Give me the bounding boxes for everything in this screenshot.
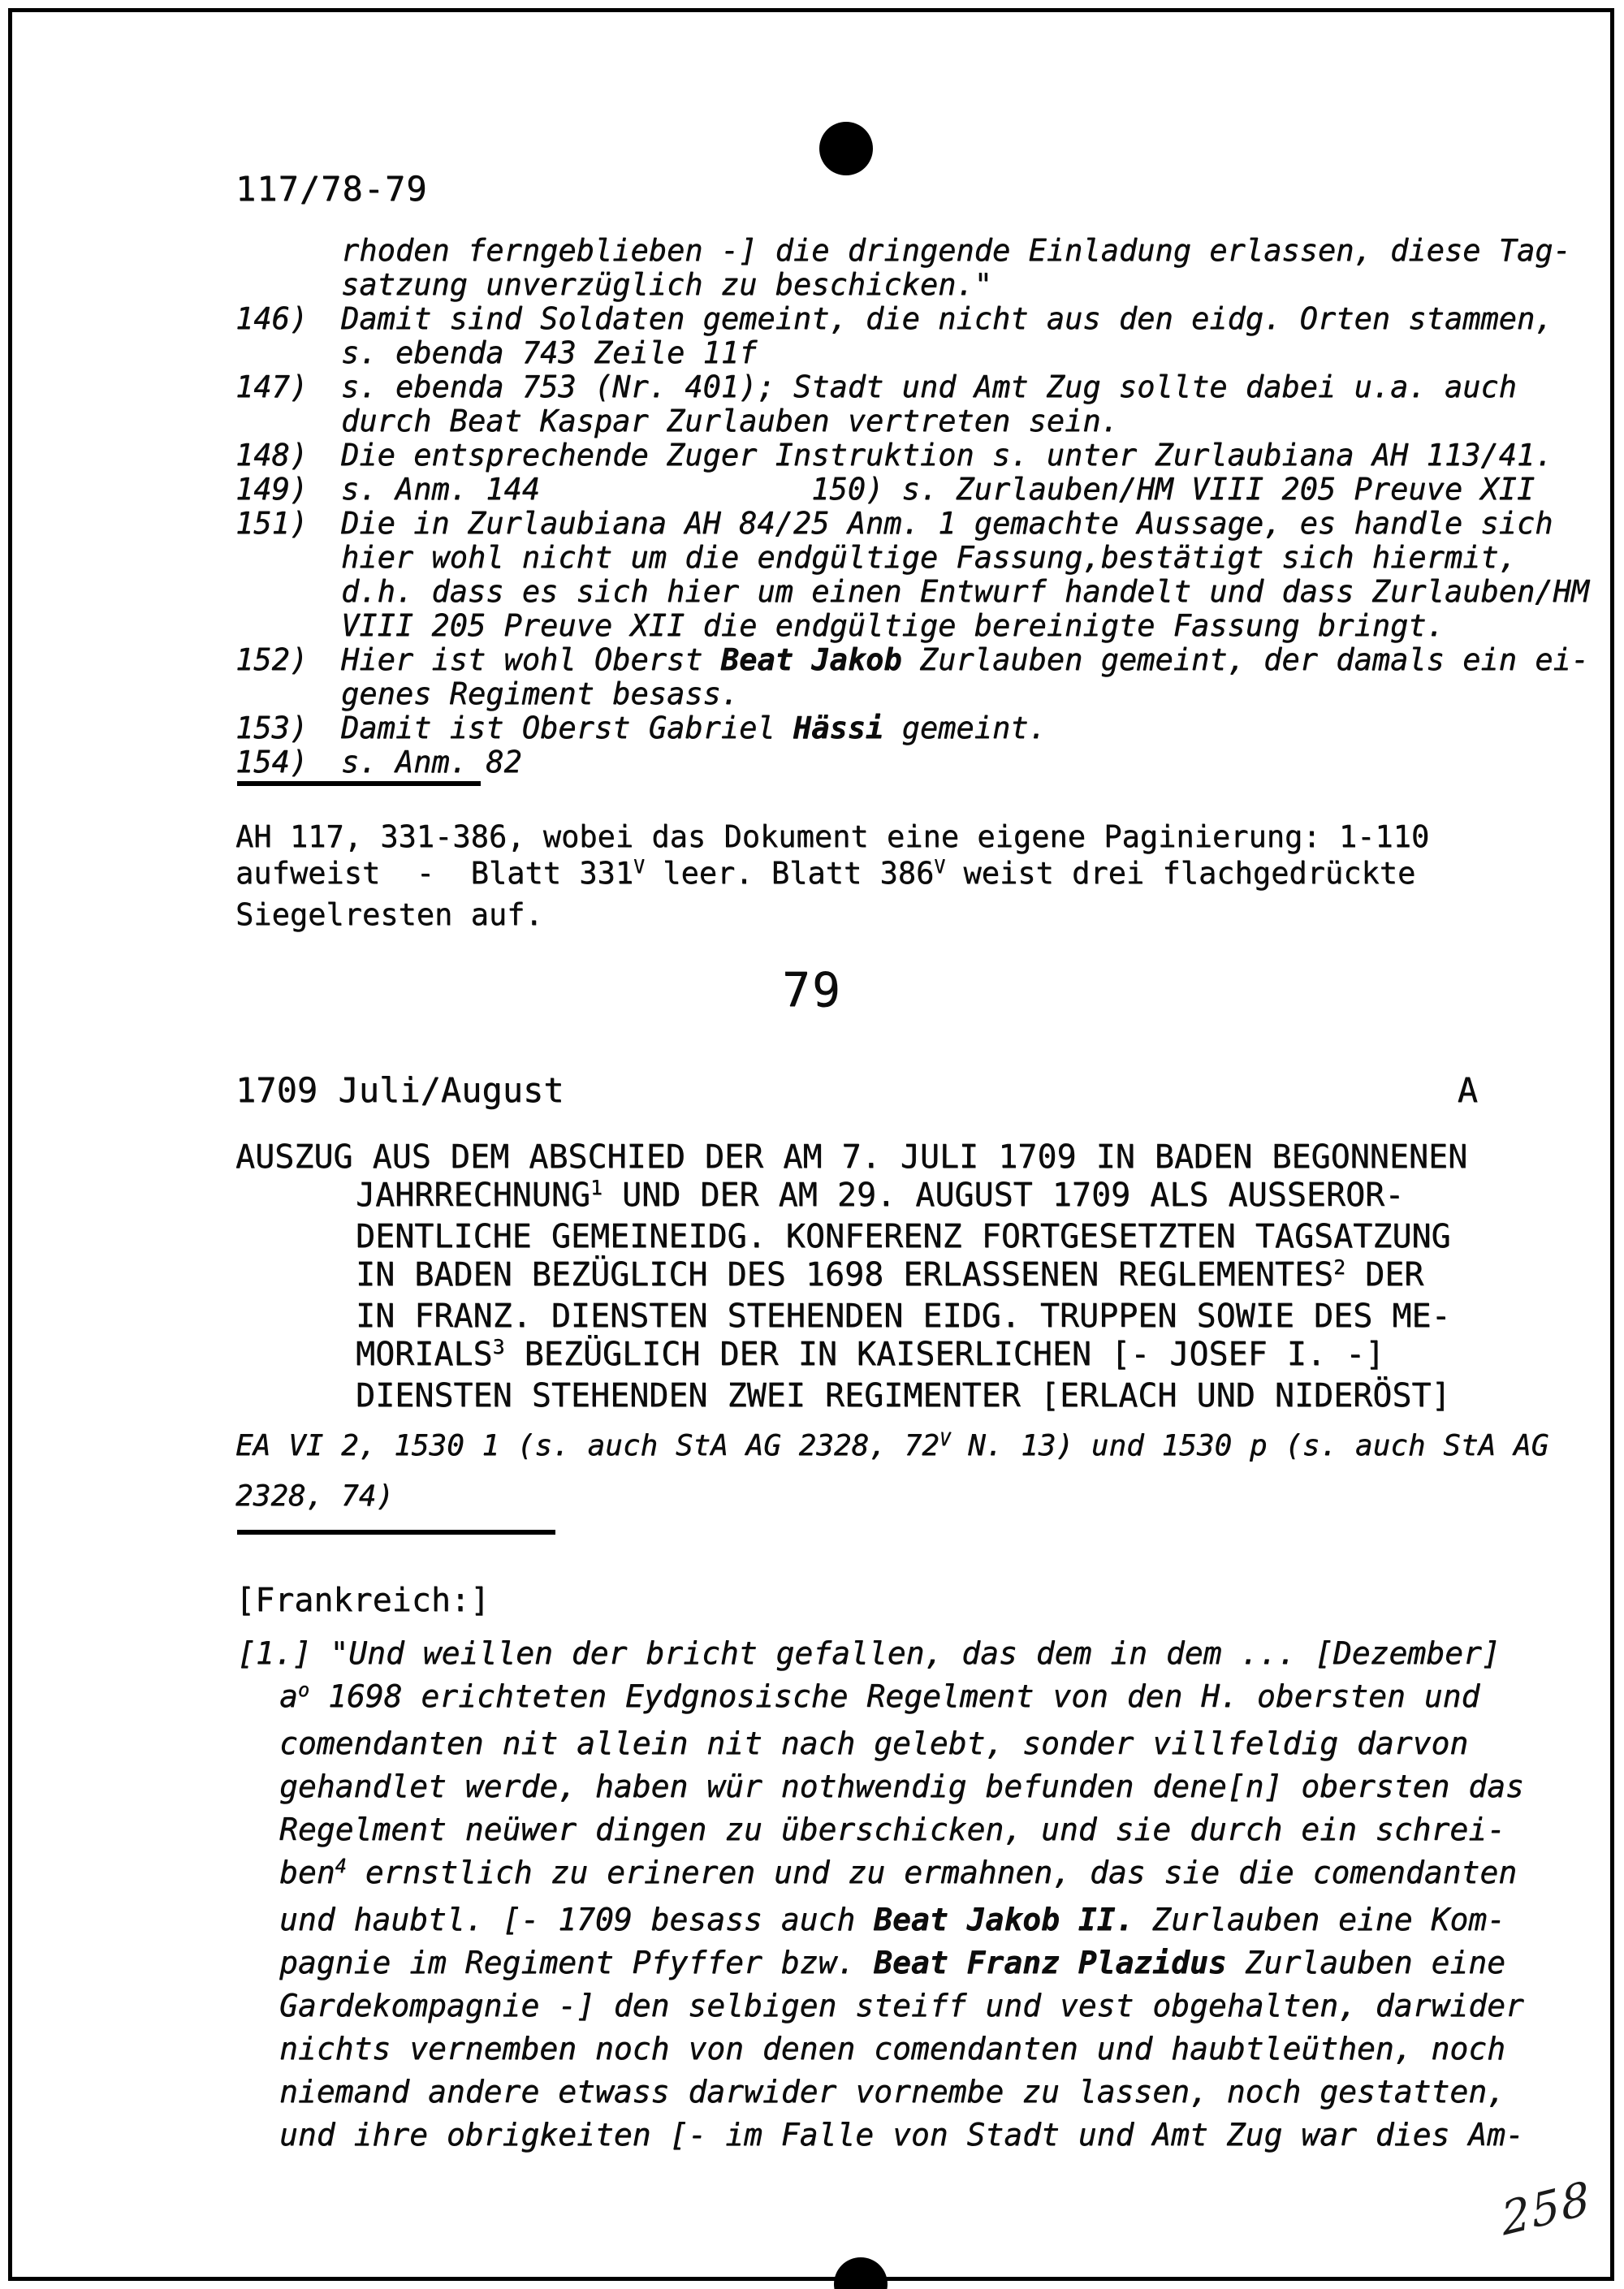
text-line: und haubtl. [- 1709 besass auch Beat Jakob II. Zurlauben eine Kom- (279, 1902, 1505, 1937)
text-line: niemand andere etwass darwider vornembe zu lassen, noch gestatten, (279, 2074, 1505, 2110)
text-line: gehandlet werde, haben wür nothwendig befunden dene[n] obersten das (279, 1769, 1524, 1804)
text-line: durch Beat Kaspar Zurlauben vertreten sein. (341, 404, 1119, 438)
text-line: pagnie im Regiment Pfyffer bzw. Beat Franz Plazidus Zurlauben eine (279, 1945, 1505, 1980)
footnote-row (235, 507, 1589, 643)
text-line: 2328, 74) (235, 1479, 395, 1513)
text-line: Damit ist Oberst Gabriel Hässi gemeint. (341, 710, 1047, 745)
transcription-paragraph (237, 1632, 1524, 2157)
text-line: satzung unverzüglich zu beschicken." (341, 267, 992, 302)
footnote-text (341, 507, 1589, 643)
text-line: $a^o$ 1698 erichteten Eydgnosische Regelment von den H. obersten und (279, 1678, 1480, 1714)
footnote-row (235, 745, 1589, 780)
page-header-number: 117/78-79 (235, 169, 428, 209)
footnote-text (341, 473, 1589, 507)
text-line: Siegelresten auf. (235, 897, 543, 932)
text-line: VIII 205 Preuve XII die endgültige bereinigte Fassung bringt. (341, 608, 1445, 643)
text-line: JAHRRECHNUNG$^1$ UND DER AM 29. AUGUST 1709 ALS AUSSEROR- (356, 1176, 1405, 1214)
footnote-number: 151) (235, 506, 309, 541)
text-line: IN BADEN BEZÜGLICH DES 1698 ERLASSENEN REGLEMENTES$^2$ DER (356, 1255, 1424, 1294)
footnote-row (235, 234, 1589, 302)
text-line: und ihre obrigkeiten [- im Falle von Stadt und Amt Zug war dies Am- (279, 2117, 1524, 2153)
punch-hole-mark-bottom-icon (834, 2257, 888, 2289)
punch-hole-mark-top-icon (819, 122, 873, 175)
text-line: AUSZUG AUS DEM ABSCHIED DER AM 7. JULI 1709 IN BADEN BEGONNENEN (235, 1138, 1468, 1176)
text-line: nichts vernemben noch von denen comendanten und haubtleüthen, noch (279, 2031, 1505, 2067)
text-line: s. Anm. 82 (341, 745, 522, 780)
text-line: d.h. dass es sich hier um einen Entwurf handelt und dass Zurlauben/HM (341, 574, 1590, 609)
footnote-number: 153) (235, 710, 309, 745)
text-line: s. ebenda 743 Zeile 11f (341, 335, 758, 370)
text-line: aufweist - Blatt $331^V$ leer. Blatt $386^V$ weist drei flachgedrückte (235, 856, 1416, 891)
text-line: s. Anm. 144 150) s. Zurlauben/HM VIII 205 Preuve XII (341, 472, 1535, 507)
handwritten-page-number: 258 (1499, 2171, 1594, 2247)
text-line: Die entsprechende Zuger Instruktion s. unter Zurlaubiana AH 113/41. (341, 438, 1553, 473)
footnote-row (235, 473, 1589, 507)
archive-note (235, 818, 1429, 933)
footnote-number: 154) (235, 745, 309, 780)
corner-letter: A (1457, 1070, 1478, 1110)
text-line: Regelment neüwer dingen zu überschicken, und sie durch ein schrei- (279, 1812, 1505, 1847)
source-reference (235, 1423, 1548, 1520)
document-title (235, 1138, 1467, 1415)
text-line: ben$^4$ ernstlich zu erineren und zu ermahnen, das sie die comendanten (279, 1855, 1518, 1890)
footnote-row (235, 643, 1589, 711)
text-line: comendanten nit allein nit nach gelebt, sonder villfeldig darvon (279, 1725, 1469, 1761)
footnote-text (341, 234, 1589, 302)
footnote-row (235, 438, 1589, 473)
footnote-text (341, 370, 1589, 438)
footnote-number (235, 234, 341, 302)
footnote-text (341, 302, 1589, 370)
footnote-row (235, 302, 1589, 370)
section-separator-rule (237, 1530, 555, 1535)
text-line: DIENSTEN STEHENDEN ZWEI REGIMENTER [ERLACH UND NIDERÖST] (356, 1377, 1451, 1414)
text-line: DENTLICHE GEMEINEIDG. KONFERENZ FORTGESETZTEN TAGSATZUNG (356, 1218, 1451, 1255)
footnote-number: 147) (235, 369, 309, 404)
footnote-text (341, 438, 1589, 473)
text-line: AH 117, 331-386, wobei das Dokument eine eigene Paginierung: 1-110 (235, 819, 1430, 854)
text-line: Damit sind Soldaten gemeint, die nicht aus den eidg. Orten stammen, (341, 301, 1553, 336)
text-line: [1.] "Und weillen der bricht gefallen, das dem in dem ... [Dezember] (237, 1635, 1501, 1671)
footnote-number: 149) (235, 472, 309, 507)
date-line: 1709 Juli/August (235, 1070, 564, 1110)
text-line: IN FRANZ. DIENSTEN STEHENDEN EIDG. TRUPPEN SOWIE DES ME- (356, 1298, 1451, 1335)
footnote-row (235, 711, 1589, 745)
document-number-heading: 79 (782, 962, 842, 1017)
text-line: Gardekompagnie -] den selbigen steiff und vest obgehalten, darwider (279, 1988, 1524, 2023)
footnote-text (341, 745, 1589, 780)
text-line: s. ebenda 753 (Nr. 401); Stadt und Amt Zug sollte dabei u.a. auch (341, 369, 1517, 404)
footnote-text (341, 643, 1589, 711)
text-line: EA VI 2, 1530 1 (s. auch StA AG 2328, $72^V$ N. 13) und 1530 p (s. auch StA AG (235, 1428, 1549, 1462)
footnote-separator-rule (237, 781, 481, 786)
text-line: rhoden ferngeblieben -] die dringende Einladung erlassen, diese Tag- (341, 233, 1571, 268)
footnote-number: 152) (235, 642, 309, 677)
date-line-row (235, 1070, 1478, 1110)
footnotes-block (235, 234, 1589, 780)
text-line: genes Regiment besass. (341, 676, 740, 711)
footnote-row (235, 370, 1589, 438)
footnote-text (341, 711, 1589, 745)
footnote-number: 146) (235, 301, 309, 336)
text-line: MORIALS$^3$ BEZÜGLICH DER IN KAISERLICHEN [- JOSEF I. -] (356, 1335, 1385, 1373)
text-line: Die in Zurlaubiana AH 84/25 Anm. 1 gemachte Aussage, es handle sich (341, 506, 1553, 541)
section-label-frankreich: [Frankreich:] (235, 1582, 490, 1619)
text-line: Hier ist wohl Oberst Beat Jakob Zurlauben gemeint, der damals ein ei- (341, 642, 1590, 677)
footnote-number: 148) (235, 438, 309, 473)
text-line: hier wohl nicht um die endgültige Fassung,bestätigt sich hiermit, (341, 540, 1517, 575)
